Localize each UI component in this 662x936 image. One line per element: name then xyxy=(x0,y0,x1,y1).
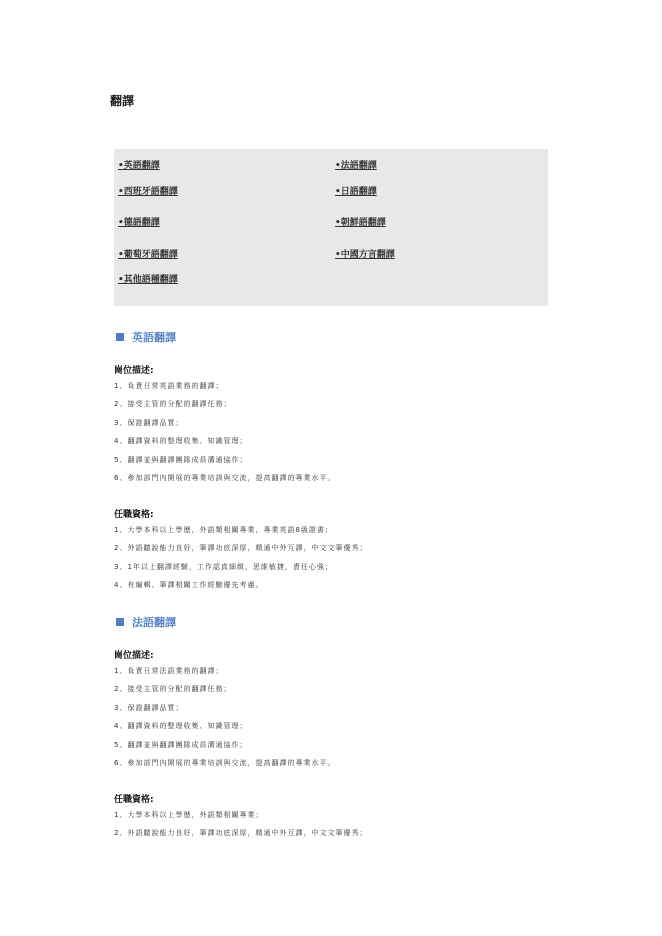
duty-line: 4、翻譯資料的整理收集、知識管理； xyxy=(114,437,248,445)
nav-link-other-languages[interactable]: •其他語種翻譯 xyxy=(118,275,178,285)
section-heading-english xyxy=(116,329,176,345)
qualification-line: 2、外語聽說能力良好，筆譯功底深厚，精通中外互譯，中文文筆優秀； xyxy=(114,829,368,837)
square-bullet-icon xyxy=(116,618,124,626)
qualification-line: 1、大學本科以上學歷，外語類相關專業，專業英語8級證書； xyxy=(114,526,333,534)
duties-title: 崗位描述: xyxy=(114,366,154,376)
duty-line: 1、負責日常英語業務的翻譯； xyxy=(114,382,224,390)
duty-line: 6、參加部門內開展的專業培訓與交流，提高翻譯的專業水平。 xyxy=(114,474,336,482)
duty-line: 2、接受主管的分配的翻譯任務； xyxy=(114,685,232,693)
nav-link-portuguese[interactable]: •葡萄牙語翻譯 xyxy=(118,250,178,260)
qualification-line: 4、有編輯、筆譯相關工作經驗優先考慮。 xyxy=(114,581,264,589)
page-title: 翻譯 xyxy=(110,94,135,108)
duty-line: 3、保證翻譯品質； xyxy=(114,704,184,712)
nav-link-english[interactable]: •英語翻譯 xyxy=(118,161,160,171)
qualifications-title: 任職資格: xyxy=(114,795,154,805)
section-heading-label: 英語翻譯 xyxy=(132,331,176,344)
duty-line: 5、翻譯並與翻譯團隊成員溝通協作； xyxy=(114,456,248,464)
qualification-line: 1、大學本科以上學歷，外語類相關專業； xyxy=(114,811,264,819)
nav-link-german[interactable]: •德語翻譯 xyxy=(118,218,160,228)
nav-link-korean[interactable]: •朝鮮語翻譯 xyxy=(335,218,386,228)
nav-link-japanese[interactable]: •日語翻譯 xyxy=(335,187,377,197)
nav-link-french[interactable]: •法語翻譯 xyxy=(335,161,377,171)
duty-line: 6、參加部門內開展的專業培訓與交流，提高翻譯的專業水平。 xyxy=(114,759,336,767)
duty-line: 5、翻譯並與翻譯團隊成員溝通協作； xyxy=(114,741,248,749)
qualifications-title: 任職資格: xyxy=(114,510,154,520)
language-nav-box xyxy=(114,149,548,306)
duty-line: 4、翻譯資料的整理收集、知識管理； xyxy=(114,722,248,730)
qualification-line: 3、1年以上翻譯經驗，工作認真細緻，思維敏捷，責任心強； xyxy=(114,563,333,571)
nav-link-chinese-dialect[interactable]: •中國方言翻譯 xyxy=(335,250,395,260)
duties-title: 崗位描述: xyxy=(114,651,154,661)
section-heading-label: 法語翻譯 xyxy=(132,616,176,629)
section-heading-french xyxy=(116,614,176,630)
qualification-line: 2、外語聽說能力良好，筆譯功底深厚，精通中外互譯，中文文筆優秀； xyxy=(114,544,368,552)
duty-line: 1、負責日常法語業務的翻譯； xyxy=(114,667,224,675)
duty-line: 3、保證翻譯品質； xyxy=(114,419,184,427)
duty-line: 2、接受主管的分配的翻譯任務； xyxy=(114,400,232,408)
nav-link-spanish[interactable]: •西班牙語翻譯 xyxy=(118,187,178,197)
square-bullet-icon xyxy=(116,333,124,341)
